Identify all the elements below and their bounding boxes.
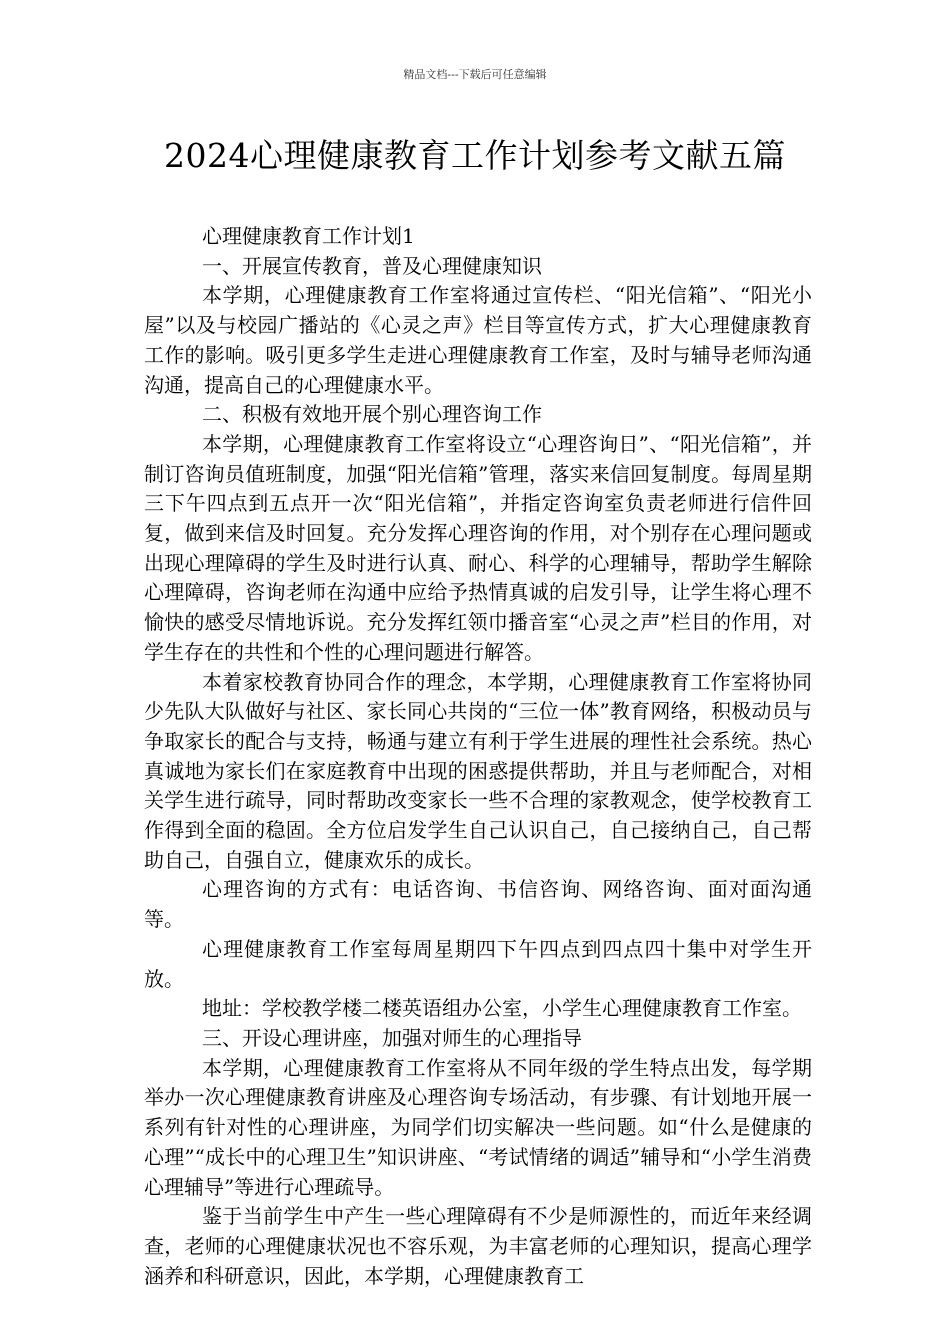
section-heading-2: 二、积极有效地开展个别心理咨询工作: [202, 402, 542, 427]
header-note: 精品文档---下载后可任意编辑: [403, 68, 547, 81]
document-title: 2024心理健康教育工作计划参考文献五篇: [164, 136, 786, 175]
document-body: [144, 222, 812, 1291]
section-heading-1: 一、开展宣传教育，普及心理健康知识: [202, 253, 542, 278]
body-paragraph: 本学期，心理健康教育工作室将从不同年级的学生特点出发，每学期举办一次心理健康教育讲座及心理咨询专场活动，有步骤、有计划地开展一系列有针对性的心理讲座，为同学们切实解决一些问题。如“什么是健康的心理”“成长中的心理卫生”知识讲座、“考试情绪的调适”辅导和“小学生消费心理辅导”等进行心理疏导。: [144, 1055, 812, 1199]
body-paragraph: 心理健康教育工作室每周星期四下午四点到四点四十集中对学生开放。: [144, 936, 812, 991]
body-paragraph: 本学期，心理健康教育工作室将通过宣传栏、“阳光信箱”、“阳光小屋”以及与校园广播站的《心灵之声》栏目等宣传方式，扩大心理健康教育工作的影响。吸引更多学生走进心理健康教育工作室，及时与辅导老师沟通沟通，提高自己的心理健康水平。: [144, 283, 812, 397]
body-paragraph: 本学期，心理健康教育工作室将设立“心理咨询日”、“阳光信箱”，并制订咨询员值班制度，加强“阳光信箱”管理，落实来信回复制度。每周星期三下午四点到五点开一次“阳光信箱”，并指定咨询室负责老师进行信件回复，做到来信及时回复。充分发挥心理咨询的作用，对个别存在心理问题或出现心理障碍的学生及时进行认真、耐心、科学的心理辅导，帮助学生解除心理障碍，咨询老师在沟通中应给予热情真诚的启发引导，让学生将心理不愉快的感受尽情地诉说。充分发挥红领巾播音室“心灵之声”栏目的作用，对学生存在的共性和个性的心理问题进行解答。: [144, 431, 812, 664]
section-heading-3: 三、开设心理讲座，加强对师生的心理指导: [202, 1025, 582, 1050]
body-paragraph: 地址：学校教学楼二楼英语组办公室，小学生心理健康教育工作室。: [202, 996, 802, 1021]
body-paragraph: 心理咨询的方式有：电话咨询、书信咨询、网络咨询、面对面沟通等。: [144, 877, 812, 932]
section-heading-plan-1: 心理健康教育工作计划1: [202, 224, 415, 248]
body-paragraph: 本着家校教育协同合作的理念，本学期，心理健康教育工作室将协同少先队大队做好与社区、家长同心共岗的“三位一体”教育网络，积极动员与争取家长的配合与支持，畅通与建立有利于学生进展的理性社会系统。热心真诚地为家长们在家庭教育中出现的困惑提供帮助，并且与老师配合，对相关学生进行疏导，同时帮助改变家长一些不合理的家教观念，使学校教育工作得到全面的稳固。全方位启发学生自己认识自己，自己接纳自己，自己帮助自己，自强自立，健康欢乐的成长。: [144, 669, 812, 872]
body-paragraph: 鉴于当前学生中产生一些心理障碍有不少是师源性的，而近年来经调查，老师的心理健康状况也不容乐观，为丰富老师的心理知识，提高心理学涵养和科研意识，因此，本学期，心理健康教育工: [144, 1204, 812, 1288]
